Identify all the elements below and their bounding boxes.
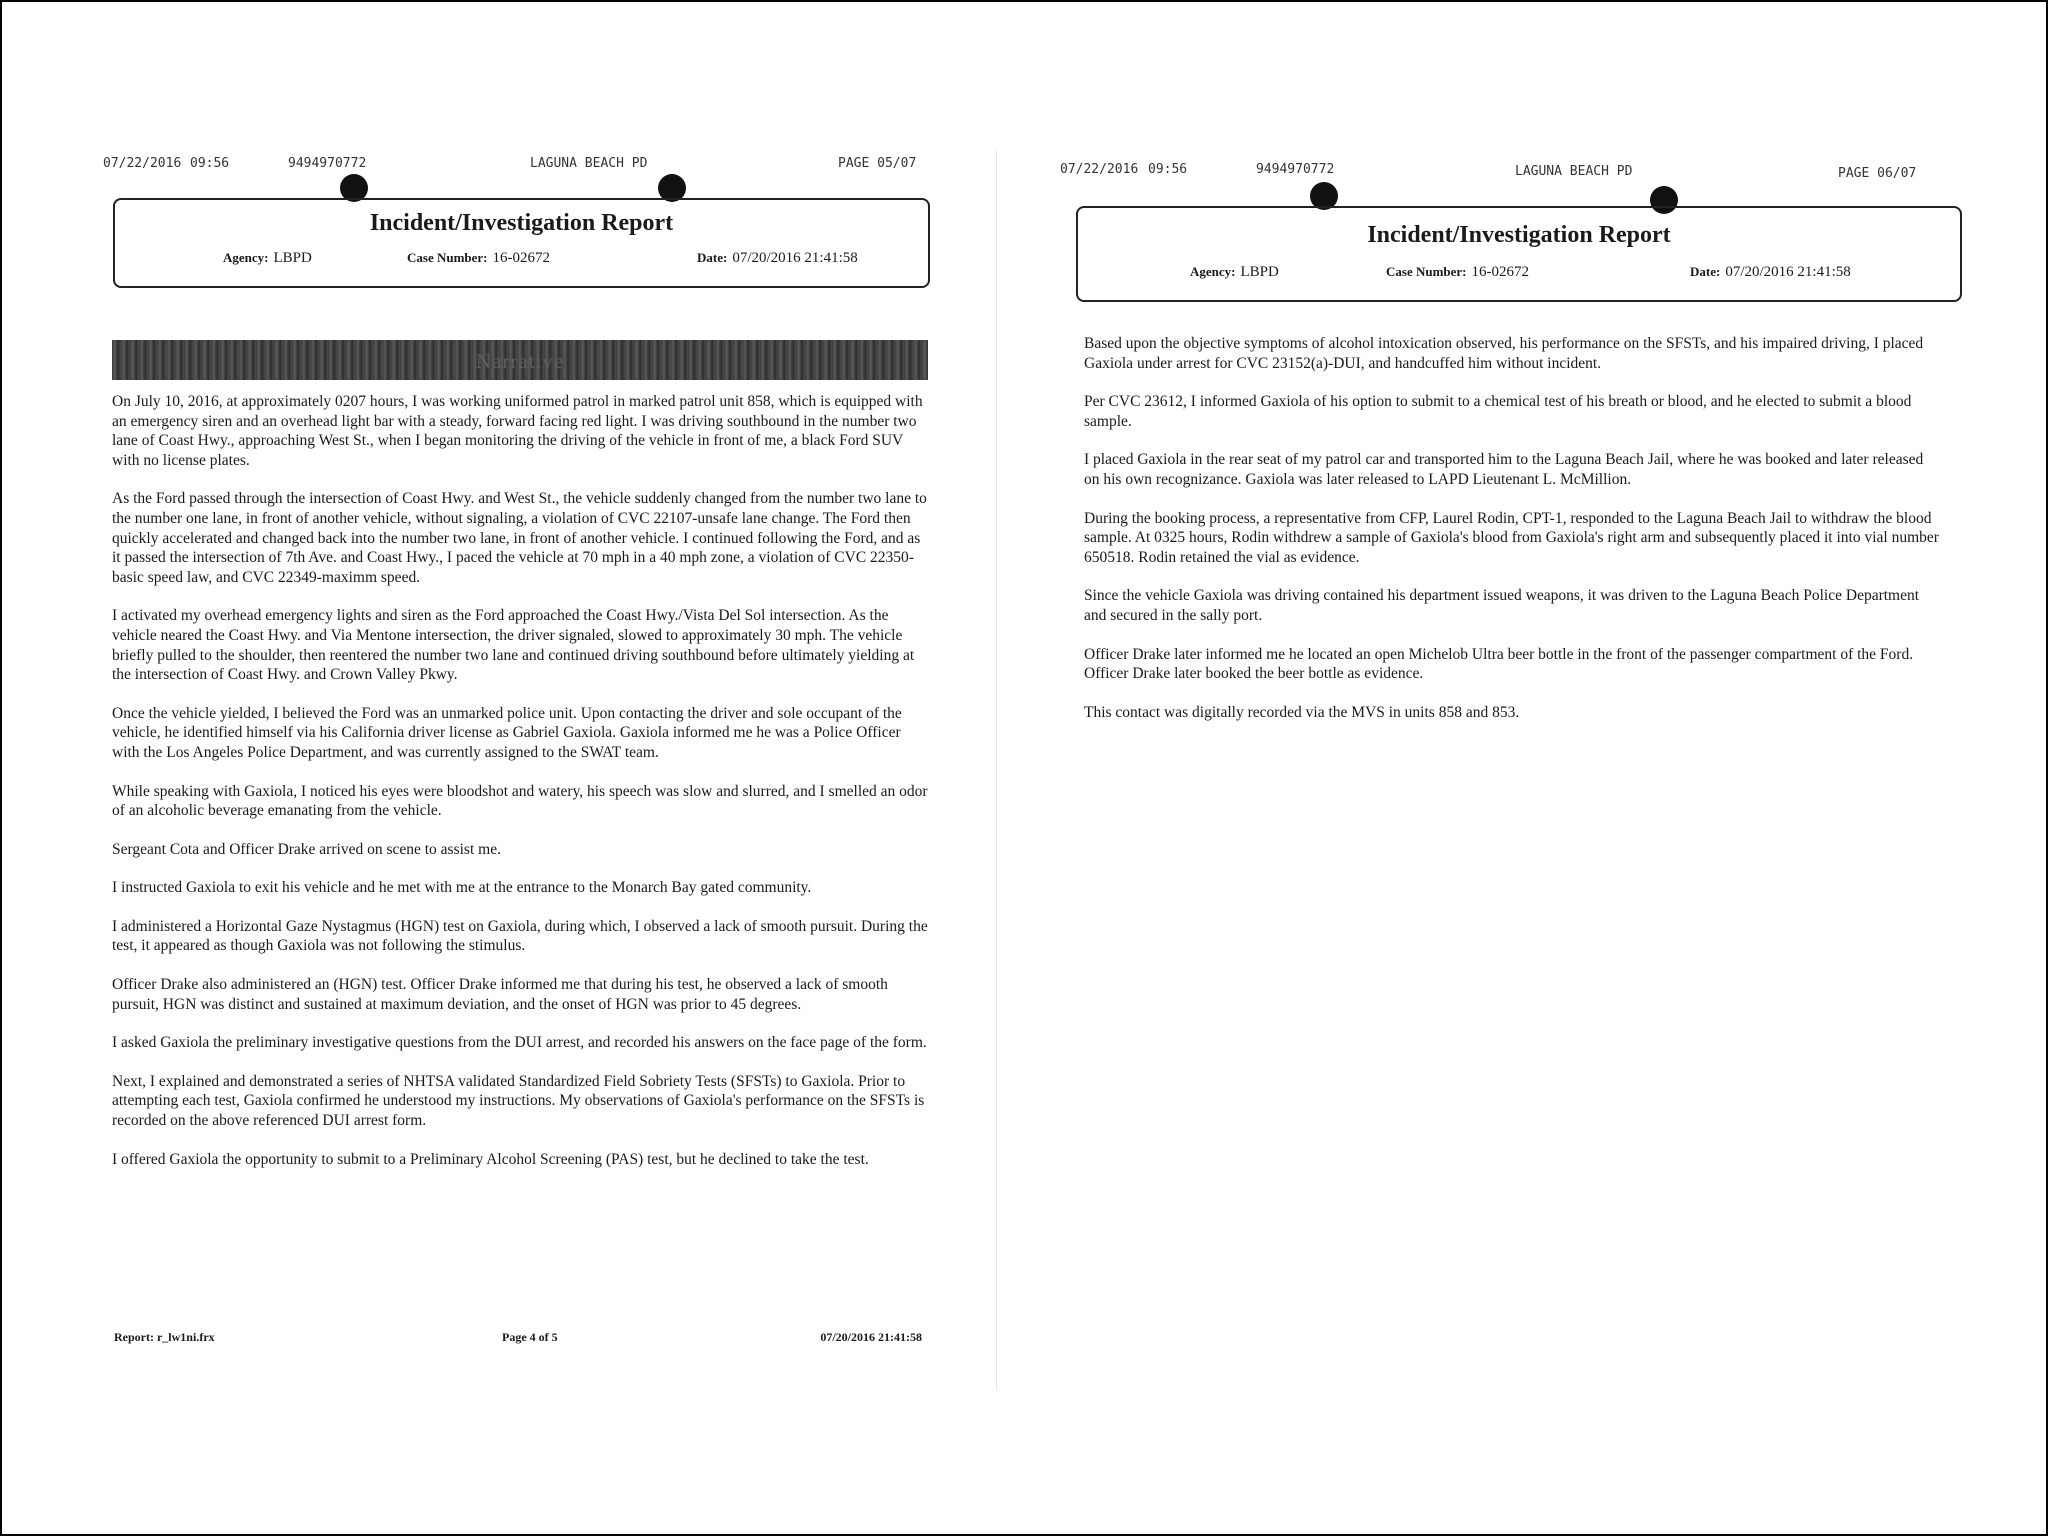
narrative-paragraph: As the Ford passed through the intersection of Coast Hwy. and West St., the vehicle suddenly changed from the number two lane to the number one lane, in front of another vehicle, without signaling, a violation of CVC 22107-unsafe lane change. The Ford then quickly accelerated and changed back into the number two lane, in front of another vehicle. I continued following the Ford, and as it passed the intersection of 7th Ave. and Coast Hwy., I paced the vehicle at 70 mph in a 40 mph zone, a violation of CVC 22350-basic speed law, and CVC 22349-maximm speed.	[112, 490, 927, 586]
fax-phone: 9494970772	[1256, 162, 1335, 177]
report-date-value: 07/20/2016 21:41:58	[732, 250, 858, 266]
agency-label: Agency:	[223, 250, 269, 265]
fax-header	[98, 150, 938, 174]
narrative-heading-bar	[112, 340, 928, 380]
report-date-label: Date:	[1690, 264, 1721, 279]
fax-agency: LAGUNA BEACH PD	[530, 156, 648, 171]
footer-page-number: Page 4 of 5	[502, 1330, 558, 1344]
fax-page-number: PAGE 06/07	[1838, 166, 1917, 181]
fax-agency: LAGUNA BEACH PD	[1515, 164, 1633, 179]
case-number-label: Case Number:	[407, 250, 488, 265]
report-date-field	[697, 250, 858, 267]
case-number-label: Case Number:	[1386, 264, 1467, 279]
fax-page-number: PAGE 05/07	[838, 156, 917, 171]
report-date-label: Date:	[697, 250, 728, 265]
report-header-box	[1076, 206, 1962, 302]
narrative-body	[1084, 334, 1942, 741]
narrative-paragraph: Next, I explained and demonstrated a series of NHTSA validated Standardized Field Sobriety Tests (SFSTs) to Gaxiola. Prior to attempting each test, Gaxiola confirmed he understood my instructions. My observations of Gaxiola's performance on the SFSTs is recorded on the above referenced DUI arrest form.	[112, 1072, 925, 1130]
report-date-value: 07/20/2016 21:41:58	[1725, 264, 1851, 280]
case-number-value: 16-02672	[492, 250, 551, 266]
case-number-field	[1386, 264, 1529, 281]
footer-report-id: Report: r_lw1ni.frx	[114, 1330, 215, 1344]
report-header-box	[113, 198, 930, 288]
narrative-paragraph: I administered a Horizontal Gaze Nystagmus (HGN) test on Gaxiola, during which, I observed a lack of smooth pursuit. During the test, it appeared as though Gaxiola was not following the stimulus.	[112, 917, 928, 955]
narrative-paragraph: During the booking process, a representative from CFP, Laurel Rodin, CPT-1, responded to the Laguna Beach Jail to withdraw the blood sample. At 0325 hours, Rodin withdrew a sample of Gaxiola's blood from Gaxiola's right arm and subsequently placed it into vial number 650518. Rodin retained the vial as evidence.	[1084, 509, 1939, 566]
narrative-paragraph: Per CVC 23612, I informed Gaxiola of his option to submit to a chemical test of his breath or blood, and he elected to submit a blood sample.	[1084, 393, 1912, 430]
narrative-paragraph: Officer Drake also administered an (HGN) test. Officer Drake informed me that during his test, he observed a lack of smooth pursuit, HGN was distinct and sustained at maximum deviation, and the onset of HGN was prior to 45 degrees.	[112, 976, 888, 1013]
page-divider	[996, 150, 997, 1390]
narrative-paragraph: Since the vehicle Gaxiola was driving contained his department issued weapons, it was driven to the Laguna Beach Police Department and secured in the sally port.	[1084, 587, 1920, 624]
narrative-paragraph: I offered Gaxiola the opportunity to submit to a Preliminary Alcohol Screening (PAS) test, but he declined to take the test.	[112, 1150, 869, 1168]
narrative-paragraph: Officer Drake later informed me he located an open Michelob Ultra beer bottle in the front of the passenger compartment of the Ford. Officer Drake later booked the beer bottle as evidence.	[1084, 645, 1914, 683]
narrative-paragraph: This contact was digitally recorded via the MVS in units 858 and 853.	[1084, 703, 1520, 721]
fax-date: 07/22/2016	[1060, 162, 1139, 177]
narrative-paragraph: I asked Gaxiola the preliminary investigative questions from the DUI arrest, and recorded his answers on the face page of the form.	[112, 1034, 927, 1052]
narrative-paragraph: While speaking with Gaxiola, I noticed his eyes were bloodshot and watery, his speech was slow and slurred, and I smelled an odor of an alcoholic beverage emanating from the vehicle.	[112, 782, 928, 820]
case-number-field	[407, 250, 550, 267]
narrative-heading: Narrative	[475, 349, 565, 373]
agency-field	[223, 250, 312, 267]
fax-header	[1060, 150, 1950, 181]
fax-phone: 9494970772	[288, 156, 367, 171]
page-footer	[112, 1330, 930, 1350]
footer-timestamp: 07/20/2016 21:41:58	[820, 1330, 922, 1344]
report-title: Incident/Investigation Report	[1367, 222, 1671, 248]
narrative-paragraph: Sergeant Cota and Officer Drake arrived on scene to assist me.	[112, 840, 501, 858]
narrative-paragraph: I placed Gaxiola in the rear seat of my patrol car and transported him to the Laguna Beach Jail, where he was booked and later released on his own recognizance. Gaxiola was later released to LAPD Lieutenant L. McMillion.	[1084, 451, 1924, 488]
agency-value: LBPD	[1240, 264, 1279, 280]
narrative-body	[112, 392, 930, 1188]
report-page-right	[1060, 150, 1950, 1400]
narrative-paragraph: I activated my overhead emergency lights and siren as the Ford approached the Coast Hwy./Vista Del Sol intersection. As the vehicle neared the Coast Hwy. and Via Mentone intersection, the driver signaled, slowed to approximately 30 mph. The vehicle briefly pulled to the shoulder, then reentered the number two lane and continued driving southbound before ultimately yielding at the intersection of Coast Hwy. and Crown Valley Pkwy.	[112, 607, 915, 684]
report-date-field	[1690, 264, 1851, 281]
narrative-paragraph: On July 10, 2016, at approximately 0207 hours, I was working uniformed patrol in marked patrol unit 858, which is equipped with an emergency siren and an overhead light bar with a steady, forward facing red light. I was driving southbound in the number two lane of Coast Hwy., approaching West St., when I began monitoring the driving of the vehicle in front of me, a black Ford SUV with no license plates.	[112, 393, 923, 469]
report-page-left	[98, 150, 938, 1400]
fax-date: 07/22/2016	[103, 156, 182, 171]
report-title: Incident/Investigation Report	[369, 210, 674, 236]
fax-time: 09:56	[1148, 162, 1188, 177]
narrative-paragraph: I instructed Gaxiola to exit his vehicle and he met with me at the entrance to the Monarch Bay gated community.	[112, 879, 812, 897]
agency-field	[1190, 264, 1279, 281]
case-number-value: 16-02672	[1471, 264, 1530, 280]
narrative-paragraph: Once the vehicle yielded, I believed the Ford was an unmarked police unit. Upon contacting the driver and sole occupant of the vehicle, he identified himself via his California driver license as Gabriel Gaxiola. Gaxiola informed me he was a Police Officer with the Los Angeles Police Department, and was currently assigned to the SWAT team.	[112, 704, 902, 761]
narrative-paragraph: Based upon the objective symptoms of alcohol intoxication observed, his performance on the SFSTs, and his impaired driving, I placed Gaxiola under arrest for CVC 23152(a)-DUI, and handcuffed him without incident.	[1084, 335, 1924, 372]
agency-value: LBPD	[273, 250, 312, 266]
agency-label: Agency:	[1190, 264, 1236, 279]
fax-time: 09:56	[190, 156, 230, 171]
